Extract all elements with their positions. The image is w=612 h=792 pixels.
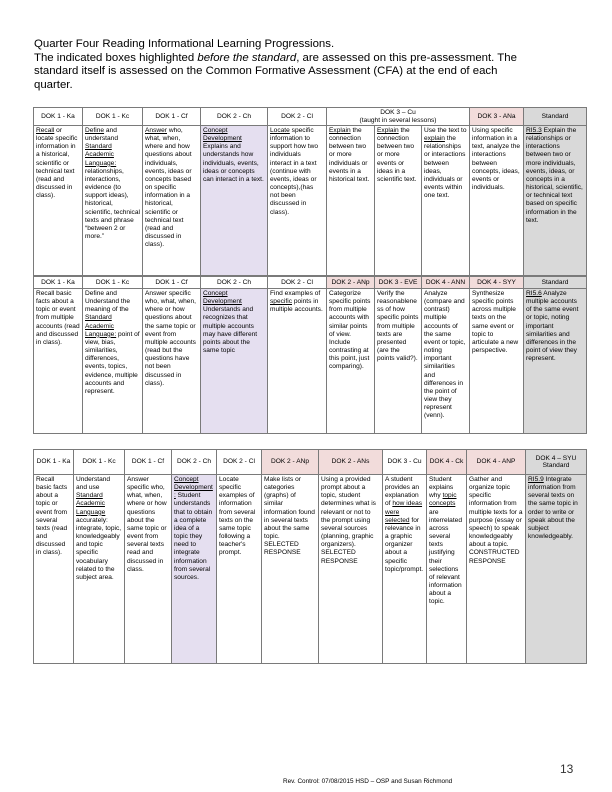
header-cell: DOK 1 - Cf: [143, 108, 201, 126]
header-cell: DOK 1 - Cf: [125, 450, 172, 475]
table-cell: Locate specific examples of information from several texts on the same topic following a teacher's prompt.: [217, 475, 262, 664]
table-cell: Student explains why topic concepts are interrelated across several texts justifying their selections of relevant information about a topic.: [427, 475, 467, 664]
table-cell: Concept Development Understands and recognizes that multiple accounts may have different points about the same topic: [201, 289, 268, 434]
table-cell: Recall basic facts about a topic or event from several texts (read and discussed in class).: [34, 475, 74, 664]
table-cell: A student provides an explanation of how ideas were selected for relevance in a graphic organizer about a specific topic/prompt.: [383, 475, 427, 664]
progression-table-ri5-9: [33, 449, 587, 664]
header-cell: DOK 3 - ANa: [470, 108, 524, 126]
table-header-row: [34, 108, 587, 126]
table-cell: Answer who, what, when, where and how questions about individuals, events, ideas or concepts based on specific information in a historical, scientific or technical text (read and discussed in class).: [143, 126, 201, 276]
table-cell: Explain the connection between two or more events or ideas in a scientific text.: [375, 126, 422, 276]
intro-line-2a: The indicated boxes highlighted: [34, 51, 198, 64]
table-cell: Using a provided prompt about a topic, student determines what is relevant or not to the prompt using several sources (planning, graphic organizers). SELECTED RESPONSE: [319, 475, 383, 664]
table-cell: Using specific information in a text, analyze the interactions between concepts, ideas, events or individuals.: [470, 126, 524, 276]
intro-line-2-emphasis: before the standard: [197, 51, 297, 64]
table-cell: Concept Development Explains and understands how individuals, events, ideas or concepts can interact in a text.: [201, 126, 268, 276]
intro-text: [34, 38, 582, 93]
header-cell: DOK 2 - Cl: [268, 277, 327, 289]
table-body-row: [34, 475, 587, 664]
table-cell: Synthesize specific points across multiple texts on the same event or topic to articulate a new perspective.: [470, 289, 524, 434]
header-cell: DOK 1 - Ka: [34, 108, 83, 126]
header-cell: DOK 1 - Ka: [34, 450, 74, 475]
header-cell: Standard: [524, 108, 587, 126]
standard-cell: RI5.3 Explain the relationships or interactions between two or more individuals, events, ideas, or concepts in a historical, scientific, or technical text based on specific information in the text.: [524, 126, 587, 276]
footer-revision: Rev. Control: 07/08/2015 HSD – OSP and Susan Richmond: [283, 778, 453, 785]
header-cell: DOK 2 - ANp: [327, 277, 375, 289]
intro-line-3: standard itself is assessed on the Common Formative Assessment (CFA) at the end of each: [34, 65, 498, 78]
intro-line-1: Quarter Four Reading Informational Learning Progressions.: [34, 38, 335, 50]
table-body-row: [34, 126, 587, 276]
progression-table-ri5-6: [33, 276, 587, 434]
table-header-row: [34, 277, 587, 289]
table-body-row: [34, 289, 587, 434]
page-number: 13: [560, 762, 574, 776]
table-cell: Analyze (compare and contrast) multiple accounts of the same event or topic, noting important similarities and differences in the point of view they represent (venn).: [422, 289, 470, 434]
table-cell: Verify the reasonableness of how specific points from multiple texts are presented (are the points valid?).: [375, 289, 422, 434]
header-cell: DOK 4 - ANN: [422, 277, 470, 289]
table-cell: Gather and organize topic specific information from multiple texts for a purpose (essay or speech) to speak knowledgeably about a topic. CONSTRUCTED RESPONSE: [467, 475, 526, 664]
table-cell: Recall or locate specific information in a historical, scientific or technical text (read and discussed in class).: [34, 126, 83, 276]
table-cell: Make lists or categories (graphs) of similar information found in several texts about the same topic. SELECTED RESPONSE: [262, 475, 319, 664]
header-cell: DOK 3 - Cu: [383, 450, 427, 475]
header-cell: DOK 2 - Ch: [172, 450, 217, 475]
intro-line-2b: , are assessed on this pre-assessment. The: [296, 51, 517, 64]
progression-table-ri5-3: [33, 107, 587, 276]
header-cell: DOK 4 – SYU Standard: [526, 450, 587, 475]
standard-cell: RI5.9 Integrate information from several texts on the same topic in order to write or speak about the subject knowledgeably.: [526, 475, 587, 664]
header-cell: DOK 3 - EVE: [375, 277, 422, 289]
table-cell: Explain the connection between two or more individuals or events in a historical text.: [327, 126, 375, 276]
table-cell: Categorize specific points from multiple accounts with similar points of view. Include contrasting at this point, just comparing).: [327, 289, 375, 434]
header-cell: DOK 4 - ANP: [467, 450, 526, 475]
table-cell: Concept Development: Student understands that to obtain a complete idea of a topic they need to integrate information from several sources.: [172, 475, 217, 664]
table-cell: Understand and use Standard Academic Language accurately: integrate, topic, knowledgeably and topic specific vocabulary related to the subject area.: [74, 475, 125, 664]
standard-cell: RI5.6 Analyze multiple accounts of the same event or topic, noting important similarities and differences in the point of view they represent.: [524, 289, 587, 434]
header-cell: DOK 1 - Ka: [34, 277, 83, 289]
header-cell: DOK 1 - Cf: [143, 277, 201, 289]
table-cell: Use the text to explain the relationships or interactions between ideas, individuals or events within one text.: [422, 126, 470, 276]
header-cell: DOK 4 - SYY: [470, 277, 524, 289]
header-cell: DOK 2 - Cl: [268, 108, 327, 126]
table-cell: Define and understand Standard Academic Language: relationships, interactions, evidence (to support ideas), historical, scientific, technical texts and phrase “between 2 or more.”: [83, 126, 143, 276]
table-cell: Answer specific who, what, when, where or how questions about the same topic or event from multiple accounts (read but the questions have not been discussed in class).: [143, 289, 201, 434]
intro-line-2: [34, 52, 582, 66]
table-cell: Recall basic facts about a topic or event from multiple accounts (read and discussed in class).: [34, 289, 83, 434]
header-cell: DOK 2 - Cl: [217, 450, 262, 475]
header-cell: Standard: [524, 277, 587, 289]
header-cell: DOK 1 - Kc: [83, 108, 143, 126]
header-cell: DOK 2 - Ch: [201, 277, 268, 289]
header-cell: DOK 1 - Kc: [83, 277, 143, 289]
header-cell: DOK 1 - Kc: [74, 450, 125, 475]
table-cell: Define and Understand the meaning of the Standard Academic Language: point of view, bias, similarities, differences, events, topics, evidence, multiple accounts and represent.: [83, 289, 143, 434]
intro-line-4: quarter.: [34, 79, 73, 92]
header-cell: DOK 4 - Ck: [427, 450, 467, 475]
header-cell: DOK 2 - ANp: [262, 450, 319, 475]
header-cell: DOK 2 - ANs: [319, 450, 383, 475]
header-cell: DOK 2 - Ch: [201, 108, 268, 126]
table-cell: Find examples of specific points in multiple accounts.: [268, 289, 327, 434]
table-cell: Locate specific information to support how two individuals interact in a text (continue with events, ideas or concepts),(has not been discussed in class).: [268, 126, 327, 276]
table-header-row: [34, 450, 587, 475]
table-cell: Answer specific who, what, when, where or how questions about the same topic or event from several texts read and discussed in class.: [125, 475, 172, 664]
header-cell: DOK 3 – Cu (taught in several lessons): [327, 108, 470, 126]
